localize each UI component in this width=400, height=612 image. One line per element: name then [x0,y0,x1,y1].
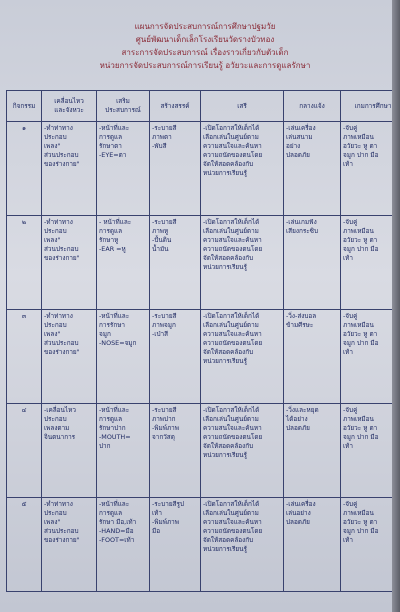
column-header-outdoor: กลางแจ้ง [284,91,341,122]
table-cell: -เปิดโอกาสให้เด็กได้ เลือกเล่นในศูนย์ตาม ความสนใจและค้นหา ความถนัดของตนโดย จัดให้สอดคล้องกับ หน่วยการเรียนรู้ [201,404,284,498]
table-cell: -หน้าที่และ การรักษา จมูก -NOSE=จมูก [97,310,150,404]
table-cell: -เคลื่อนไหว ประกอบ เพลงตาม จินตนาการ [42,404,97,498]
table-cell: -ทำท่าทาง ประกอบ เพลง" ส่วนประกอบ ของร่างกาย" [42,498,97,592]
header-line-1: แผนการจัดประสบการณ์การศึกษาปฐมวัย [134,22,276,31]
table-cell: -หน้าที่และ การดูแล รักษา มือ,เท้า -HAND=มือ -FOOT=เท้า [97,498,150,592]
column-header-experience: เสริม ประสบการณ์ [97,91,150,122]
table-cell: -ระบายสี ภาพปาก -พิมพ์ภาพ จากวัสดุ [150,404,201,498]
table-cell: -ระบายสี ภาพจมูก -เป่าสี [150,310,201,404]
table-cell: -ระบายสีรูป เท้า -พิมพ์ภาพ มือ [150,498,201,592]
column-header-educational-game: เกมการศึกษา [341,91,400,122]
row-number: ๓ [7,310,42,404]
table-cell: -เล่นเกมฟัง เสียงกระซิบ [284,216,341,310]
table-cell: -หน้าที่และ การดูแล รักษาปาก -MOUTH= ปาก [97,404,150,498]
table-row [7,122,400,216]
header-line-3: สาระการจัดประสบการณ์ เรื่องราวเกี่ยวกับตัวเด็ก [121,48,289,57]
table-cell: -วิ่ง-ส่งบอล ข้ามศีรษะ [284,310,341,404]
table-cell: -ทำท่าทาง ประกอบ เพลง" ส่วนประกอบ ของร่างกาย" [42,216,97,310]
header-line-4: หน่วยการจัดประสบการณ์การเรียนรู้ อวัยวะและการดูแลรักษา [99,61,311,70]
table-cell: -วิ่งและหยุด ได้อย่าง ปลอดภัย [284,404,341,498]
table-cell: -ทำท่าทาง ประกอบ เพลง" ส่วนประกอบ ของร่างกาย" [42,310,97,404]
table-cell: -เล่นเครื่อง เล่นอย่าง ปลอดภัย [284,498,341,592]
table-cell: -จับคู่ ภาพเหมือน อวัยวะ หู ตา จมูก ปาก มือ เท้า [341,498,400,592]
table-cell: -เปิดโอกาสให้เด็กได้ เลือกเล่นในศูนย์ตาม ความสนใจและค้นหา ความถนัดของตนโดย จัดให้สอดคล้องกับ หน่วยการเรียนรู้ [201,310,284,404]
table-cell: -ระบายสี ภาพหู -ปั้นดิน น้ำมัน [150,216,201,310]
table-header-row [7,91,400,122]
table-row [7,310,400,404]
table-cell: -เปิดโอกาสให้เด็กได้ เลือกเล่นในศูนย์ตาม ความสนใจและค้นหา ความถนัดของตนโดย จัดให้สอดคล้องกับ หน่วยการเรียนรู้ [201,498,284,592]
column-header-movement: เคลื่อนไหว และจังหวะ [42,91,97,122]
table-cell: -ทำท่าทาง ประกอบ เพลง" ส่วนประกอบ ของร่างกาย" [42,122,97,216]
column-header-free-play: เสรี [201,91,284,122]
row-number: ๔ [7,404,42,498]
table-row [7,404,400,498]
table-row [7,216,400,310]
table-cell: -จับคู่ ภาพเหมือน อวัยวะ หู ตา จมูก ปาก มือ เท้า [341,310,400,404]
row-number: ๕ [7,498,42,592]
row-number: ๑ [7,122,42,216]
table-cell: - หน้าที่และ การดูแล รักษาหู -EAR =หู [97,216,150,310]
document-header [60,20,350,72]
column-header-creative: สร้างสรรค์ [150,91,201,122]
table-cell: -จับคู่ ภาพเหมือน อวัยวะ หู ตา จมูก ปาก มือ เท้า [341,216,400,310]
table-row [7,498,400,592]
table-cell: -หน้าที่และ การดูแล รักษาตา -EYE=ตา [97,122,150,216]
table-cell: -จับคู่ ภาพเหมือน อวัยวะ หู ตา จมูก ปาก มือ เท้า [341,404,400,498]
column-header-activity: กิจกรรม [7,91,42,122]
activity-plan-table [6,90,400,592]
table-cell: -เปิดโอกาสให้เด็กได้ เลือกเล่นในศูนย์ตาม ความสนใจและค้นหา ความถนัดของตนโดย จัดให้สอดคล้องกับ หน่วยการเรียนรู้ [201,216,284,310]
table-cell: -เปิดโอกาสให้เด็กได้ เลือกเล่นในศูนย์ตาม ความสนใจและค้นหา ความถนัดของตนโดย จัดให้สอดคล้องกับ หน่วยการเรียนรู้ [201,122,284,216]
table-cell: -เล่นเครื่อง เล่นสนาม อย่าง ปลอดภัย [284,122,341,216]
row-number: ๒ [7,216,42,310]
table-cell: -จับคู่ ภาพเหมือน อวัยวะ หู ตา จมูก ปาก มือ เท้า [341,122,400,216]
header-line-2: ศูนย์พัฒนาเด็กเล็กโรงเรียนวัดรางบัวทอง [135,35,275,44]
table-cell: -ระบายสี ภาพตา -พับสี [150,122,201,216]
page-edge-shadow [392,0,400,612]
